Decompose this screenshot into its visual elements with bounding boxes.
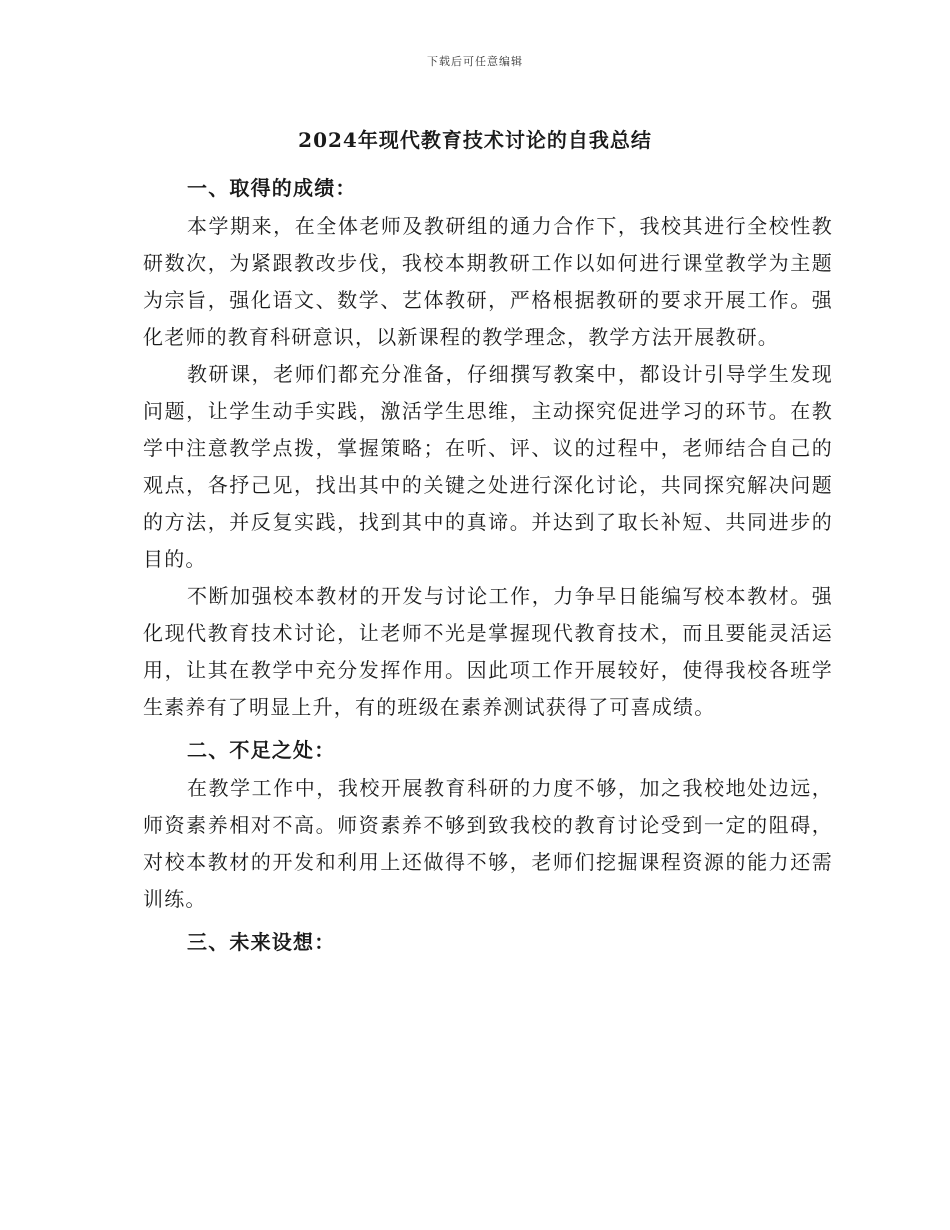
paragraph: 本学期来，在全体老师及教研组的通力合作下，我校其进行全校性教研数次，为紧跟教改步伐，我校本期教研工作以如何进行课堂教学为主题为宗旨，强化语文、数学、艺体教研，严格根据教研的要求开展工作。强化老师的教育科研意识，以新课程的教学理念，教学方法开展教研。 (143, 214, 833, 349)
section-shortcomings (143, 730, 833, 918)
section-achievements (143, 168, 833, 726)
paragraph: 不断加强校本教材的开发与讨论工作，力争早日能编写校本教材。强化现代教育技术讨论，让老师不光是掌握现代教育技术，而且要能灵活运用，让其在教学中充分发挥作用。因此项工作开展较好，使得我校各班学生素养有了明显上升，有的班级在素养测试获得了可喜成绩。 (143, 584, 833, 719)
section-heading: 二、不足之处： (187, 738, 336, 762)
paragraph: 在教学工作中，我校开展教育科研的力度不够，加之我校地处边远，师资素养相对不高。师资素养不够到致我校的教育讨论受到一定的阻碍，对校本教材的开发和利用上还做得不够，老师们挖掘课程资源的能力还需训练。 (143, 776, 833, 911)
section-heading: 一、取得的成绩： (187, 176, 357, 200)
section-heading: 三、未来设想： (187, 930, 336, 954)
section-future-plans (143, 922, 833, 962)
document-body (143, 168, 833, 962)
document-title: 2024年现代教育技术讨论的自我总结 (298, 128, 652, 152)
page-header-note: 下载后可任意编辑 (427, 55, 523, 68)
paragraph: 教研课，老师们都充分准备，仔细撰写教案中，都设计引导学生发现问题，让学生动手实践，激活学生思维，主动探究促进学习的环节。在教学中注意教学点拨，掌握策略；在听、评、议的过程中，老师结合自己的观点，各抒己见，找出其中的关键之处进行深化讨论，共同探究解决问题的方法，并反复实践，找到其中的真谛。并达到了取长补短、共同进步的目的。 (143, 362, 833, 571)
